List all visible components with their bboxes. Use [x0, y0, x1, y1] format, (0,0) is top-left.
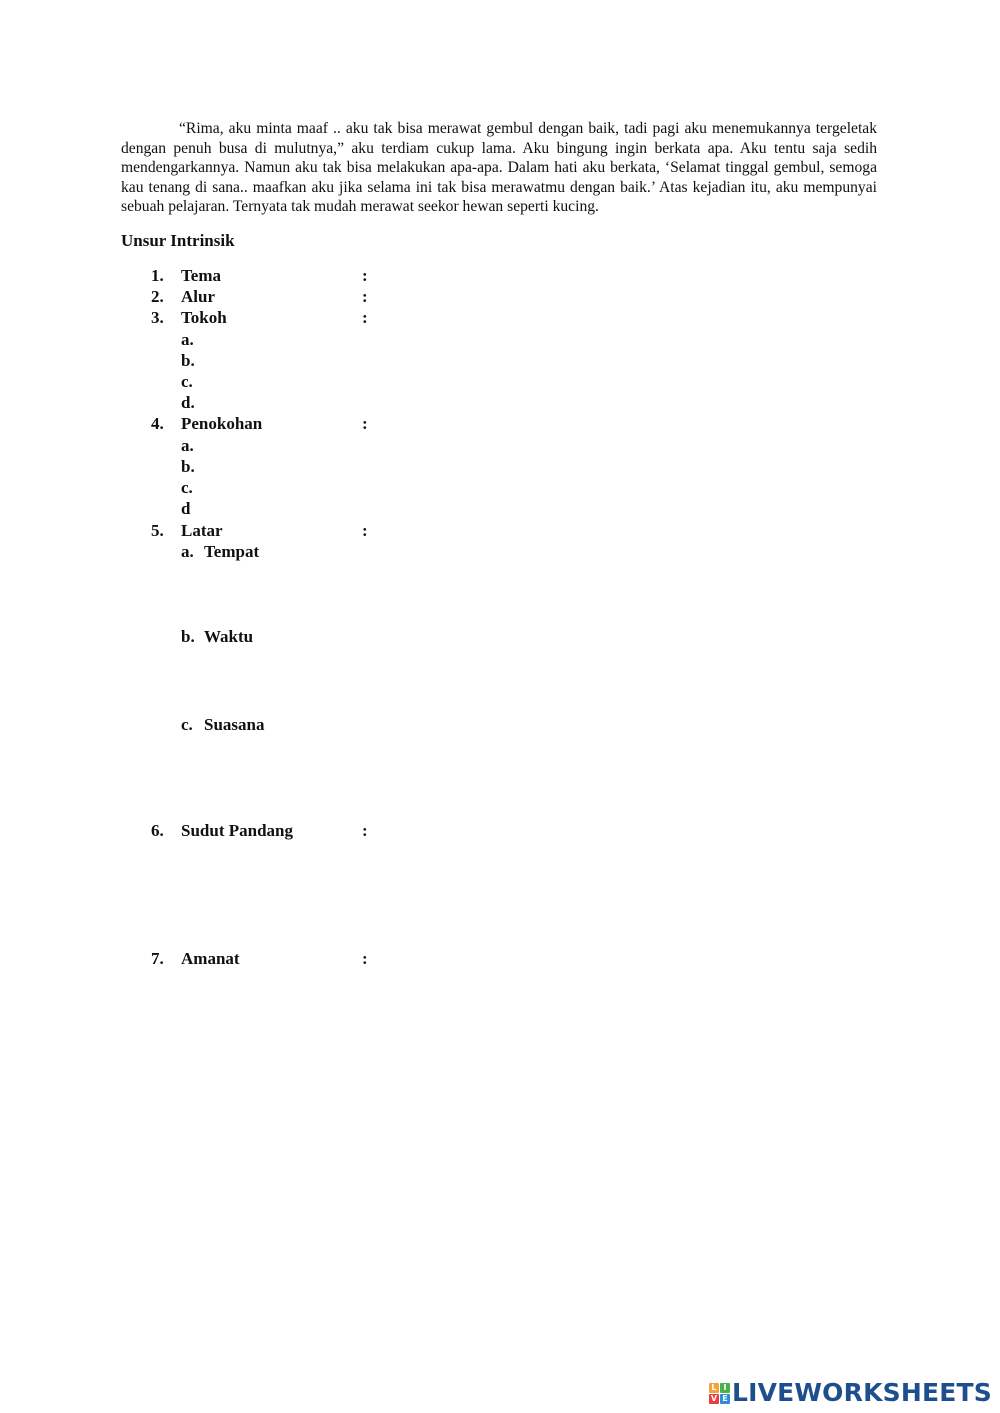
logo-mark-icon	[709, 1383, 730, 1404]
logo-mark-letter: V	[710, 1393, 718, 1403]
item-label: Tema	[181, 266, 221, 285]
sub-letter: c.	[181, 715, 193, 734]
logo-text: LIVEWORKSHEETS	[731, 1378, 992, 1407]
sub-text: Tempat	[204, 542, 260, 561]
item-number: 2.	[151, 287, 164, 306]
sub-text: Waktu	[204, 627, 254, 646]
item-number: 5.	[151, 521, 164, 540]
logo-mark-letter: I	[720, 1383, 730, 1393]
item-label: Latar	[181, 521, 223, 540]
sub-letter: d.	[181, 393, 195, 412]
item-colon: :	[362, 521, 368, 540]
sub-letter: a.	[181, 542, 194, 561]
sub-letter: d	[181, 499, 191, 518]
item-colon: :	[362, 287, 368, 306]
latar-sub	[181, 542, 259, 562]
item-label: Penokohan	[181, 414, 263, 433]
sub-letter: a.	[181, 436, 194, 455]
sub-letter: b.	[181, 351, 195, 370]
item-label: Alur	[181, 287, 215, 306]
item-colon: :	[362, 949, 368, 968]
latar-sub	[181, 715, 264, 735]
sub-text: Suasana	[204, 715, 265, 734]
liveworksheets-logo	[709, 1378, 992, 1408]
sub-letter: a.	[181, 330, 194, 349]
logo-mark-letter: E	[720, 1394, 730, 1404]
item-colon: :	[362, 308, 368, 327]
latar-sub	[181, 627, 253, 647]
logo-mark-letter: L	[709, 1383, 719, 1393]
section-heading: Unsur Intrinsik	[121, 231, 235, 250]
item-label: Tokoh	[181, 308, 227, 327]
story-text: “Rima, aku minta maaf .. aku tak bisa merawat gembul dengan baik, tadi pagi aku menemukannya tergeletak dengan penuh busa di mulutnya,” aku terdiam cukup lama. Aku bingung ingin berkata apa. Aku tentu saja sedih mendengarkannya. Namun aku tak bisa melakukan apa-apa. Dalam hati aku berkata, ‘Selamat tinggal gembul, semoga kau tenang di sana.. maafkan aku jika selama ini tak bisa merawatmu dengan baik.’ Atas kejadian itu, aku mempunyai sebuah pelajaran. Ternyata tak mudah merawat seekor hewan seperti kucing.	[121, 120, 877, 215]
item-number: 4.	[151, 414, 164, 433]
sub-letter: b.	[181, 627, 195, 646]
item-colon: :	[362, 821, 368, 840]
item-colon: :	[362, 414, 368, 433]
sub-letter: c.	[181, 478, 193, 497]
item-number: 3.	[151, 308, 164, 327]
item-number: 6.	[151, 821, 164, 840]
item-label: Amanat	[181, 949, 240, 968]
sub-letter: c.	[181, 372, 193, 391]
story-paragraph	[121, 119, 877, 217]
item-colon: :	[362, 266, 368, 285]
item-number: 1.	[151, 266, 164, 285]
item-number: 7.	[151, 949, 164, 968]
sub-letter: b.	[181, 457, 195, 476]
item-label: Sudut Pandang	[181, 821, 293, 840]
